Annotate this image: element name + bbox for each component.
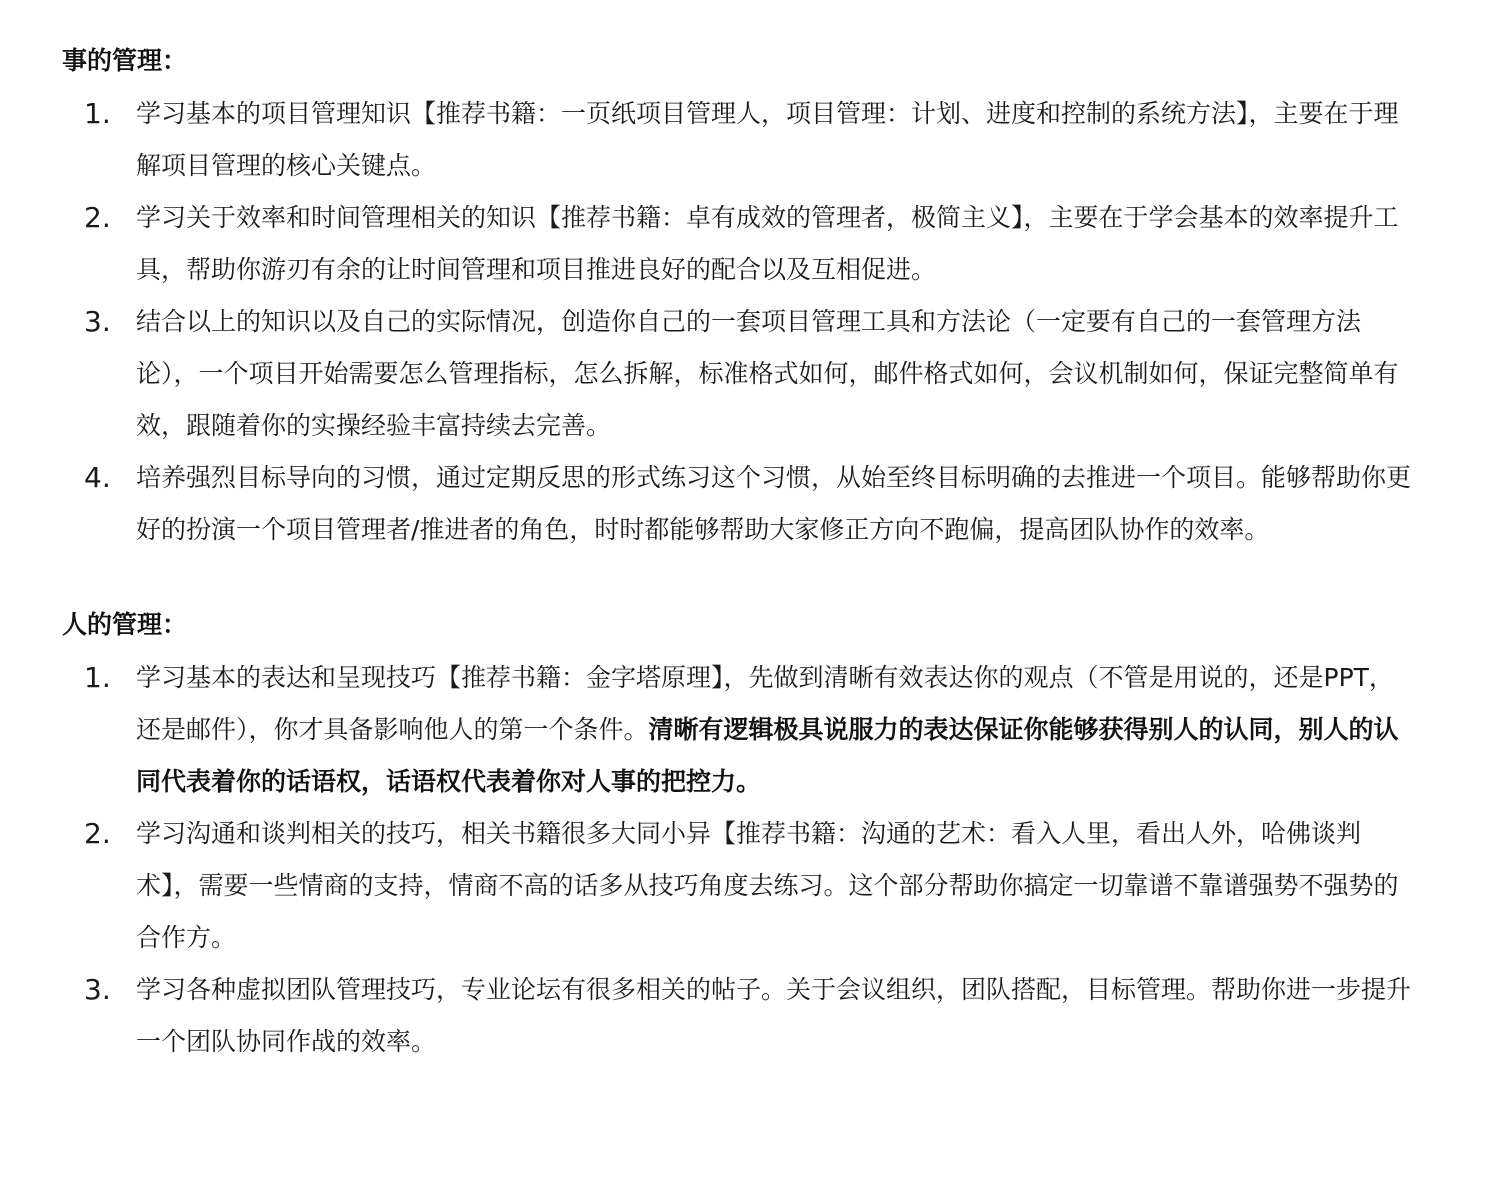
list-number: 1.: [84, 661, 111, 694]
list-number: 4.: [84, 461, 111, 494]
ordered-list: [60, 88, 1431, 556]
list-number: 3.: [84, 973, 111, 1006]
section-people-management: [60, 604, 1431, 1068]
list-item-text: 结合以上的知识以及自己的实际情况，创造你自己的一套项目管理工具和方法论（一定要有自己的一套管理方法论），一个项目开始需要怎么管理指标，怎么拆解，标准格式如何，邮件格式如何，会议机制如何，保证完整简单有效，跟随着你的实操经验丰富持续去完善。: [136, 307, 1399, 440]
list-item: [60, 88, 1416, 192]
list-item-text: 学习关于效率和时间管理相关的知识【推荐书籍：卓有成效的管理者，极简主义】，主要在于学会基本的效率提升工具，帮助你游刃有余的让时间管理和项目推进良好的配合以及互相促进。: [136, 203, 1399, 284]
list-item-text: 学习沟通和谈判相关的技巧，相关书籍很多大同小异【推荐书籍：沟通的艺术：看入人里，看出人外，哈佛谈判术】，需要一些情商的支持，情商不高的话多从技巧角度去练习。这个部分帮助你搞定一切靠谱不靠谱强势不强势的合作方。: [136, 819, 1399, 952]
list-item-plain-text: 学习基本的表达和呈现技巧【推荐书籍：金字塔原理】，先做到清晰有效表达你的观点（不管是用说的，还是PPT，还是邮件），你才具备影响他人的第一个条件。: [136, 663, 1394, 744]
list-item-text: 学习基本的项目管理知识【推荐书籍：一页纸项目管理人，项目管理：计划、进度和控制的系统方法】，主要在于理解项目管理的核心关键点。: [136, 99, 1399, 180]
list-number: 2.: [84, 201, 111, 234]
section-affairs-management: [60, 40, 1431, 556]
list-item-bold-text: 清晰有逻辑极具说服力的表达保证你能够获得别人的认同，别人的认同代表着你的话语权，话语权代表着你对人事的把控力。: [136, 715, 1399, 796]
list-item-text: 学习各种虚拟团队管理技巧，专业论坛有很多相关的帖子。关于会议组织，团队搭配，目标管理。帮助你进一步提升一个团队协同作战的效率。: [136, 975, 1412, 1056]
list-item: [60, 296, 1416, 452]
list-number: 3.: [84, 305, 111, 338]
list-number: 1.: [84, 97, 111, 130]
ordered-list: [60, 652, 1431, 1068]
list-item: [60, 808, 1416, 964]
list-item: [60, 652, 1416, 808]
list-item: [60, 964, 1416, 1068]
list-item: [60, 192, 1416, 296]
list-item: [60, 452, 1416, 556]
section-heading: 事的管理：: [62, 46, 188, 75]
section-heading: 人的管理：: [62, 610, 188, 639]
list-item-text: 培养强烈目标导向的习惯，通过定期反思的形式练习这个习惯，从始至终目标明确的去推进一个项目。能够帮助你更好的扮演一个项目管理者/推进者的角色，时时都能够帮助大家修正方向不跑偏，提高团队协作的效率。: [136, 463, 1412, 544]
list-number: 2.: [84, 817, 111, 850]
list-item-text: [136, 663, 1399, 796]
